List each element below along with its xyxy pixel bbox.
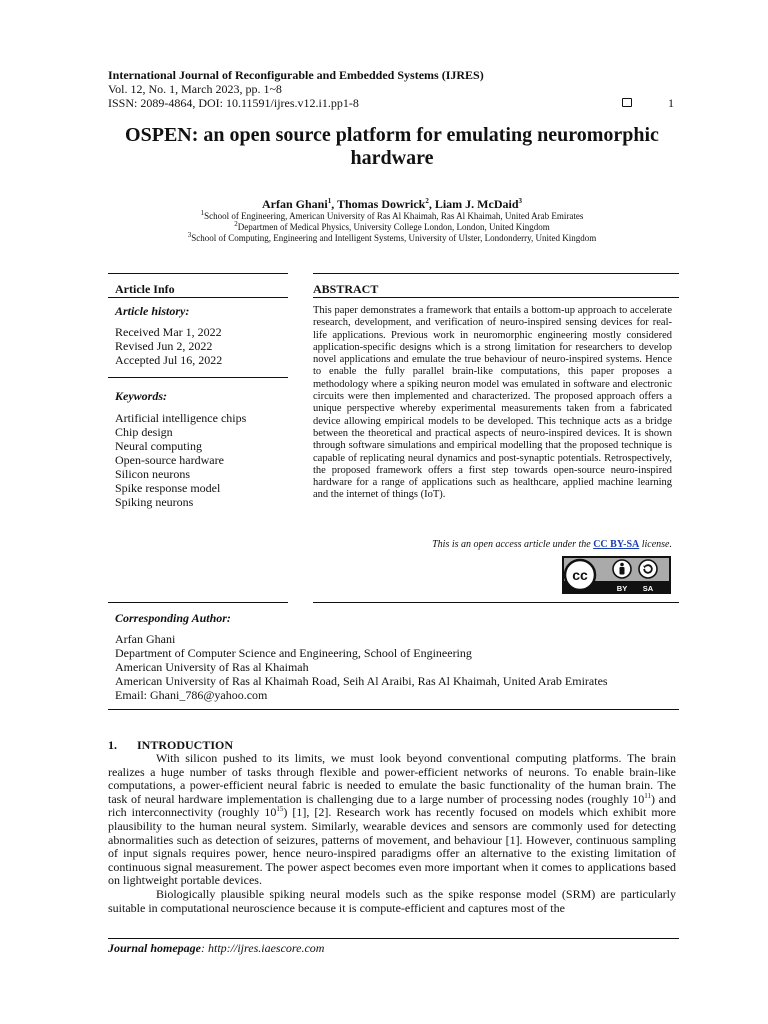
affiliation (108, 233, 676, 244)
homepage-url[interactable]: http://ijres.iaescore.com (208, 941, 325, 955)
affil-marker: 3 (187, 231, 192, 239)
author-list: Arfan Ghani$^1$, Thomas Dowrick$^2$, Liam J. McDaid$^3$ (262, 197, 522, 211)
paragraph-text: ) [1], [2]. Research work has recently focused on models which exhibit more plausibility to the human neural system. Similarly, wearable devices and sensors are commonly used for detecting abnormalities such as detection of seizures, patterns of movement, and behaviour [1]. However, continuous sampling of input signals requires power, hence neuro-inspired paradigms offer an alternative to the existing limitation of continuous signal measurement. The power aspect becomes even more important when it comes to applications based on lightweight portable devices. (108, 805, 676, 888)
article-info-heading: Article Info (115, 282, 175, 296)
keywords-heading: Keywords: (115, 389, 167, 403)
divider (108, 938, 679, 939)
author-name: Thomas Dowrick (336, 197, 426, 211)
homepage-label: Journal homepage (108, 941, 202, 955)
author-affil-marker: 1 (327, 197, 332, 205)
paragraph-text: ) and rich interconnectivity (roughly 10 (108, 791, 676, 820)
badge-sa-label: SA (642, 584, 654, 593)
divider (313, 602, 679, 603)
author-affil-marker: 2 (425, 197, 429, 205)
keyword-item: Spiking neurons (115, 495, 194, 509)
keyword-item: Spike response model (115, 481, 221, 495)
license-suffix: license. (639, 539, 672, 550)
superscript: 11 (644, 791, 652, 800)
affiliation (108, 211, 676, 222)
corresponding-address: American University of Ras al Khaimah Road, Seih Al Araibi, Ras Al Khaimah, United Arab Emirates (115, 674, 608, 688)
section-number: 1. (108, 738, 117, 752)
affil-text: School of Engineering, American University of Ras Al Khaimah, Ras Al Khaimah, United Arab Emirates (204, 211, 584, 221)
abstract-heading: ABSTRACT (313, 282, 379, 296)
history-revised: Revised Jun 2, 2022 (115, 339, 213, 353)
homepage-sep: : (201, 941, 209, 955)
share-alike-icon (639, 560, 657, 578)
author-affil-marker: 3 (518, 197, 522, 205)
corresponding-university: American University of Ras al Khaimah (115, 660, 309, 674)
journal-issn-doi: ISSN: 2089-4864, DOI: 10.11591/ijres.v12.i1.pp1-8 (108, 96, 359, 110)
cc-by-sa-badge[interactable] (562, 556, 671, 594)
cc-logo-text: cc (572, 567, 588, 583)
corresponding-author-heading: Corresponding Author: (115, 611, 231, 625)
divider (108, 273, 288, 274)
corresponding-department: Department of Computer Science and Engineering, School of Engineering (115, 646, 472, 660)
affiliation (108, 222, 676, 233)
abstract-text: This paper demonstrates a framework that entails a bottom-up approach to accelerate research, development, and verification of neuro-inspired sensing devices for real-life applications. Previous work in neuromorphic engineering mostly considered application-specific designs which is a strong limitation for researchers to develop novel applications and emulate the true behaviour of neuro-inspired systems. Hence to enable the fully parallel brain-like computations, this paper proposes a methodology where a spiking neuron model was emulated in software and electronic circuits were then implemented and characterized. The proposed approach offers a unique perspective whereby experimental measurements taken from a fabricated device allowing empirical models to be developed. This technique acts as a bridge between the theoretical and practical aspects of neuro-inspired devices. It is shown through software simulations and empirical modelling that the proposed technique is capable of replicating neural dynamics and post-synaptic potentials. Retrospectively, the proposed framework offers a first step towards open-source neuro-inspired hardware for a range of applications such as healthcare, applied machine learning and the internet of things (IoT). (313, 305, 672, 501)
section-title: INTRODUCTION (137, 738, 234, 752)
keyword-item: Chip design (115, 425, 173, 439)
page-number: 1 (668, 96, 674, 110)
divider (108, 602, 288, 603)
affil-marker: 1 (200, 209, 205, 217)
divider (313, 297, 679, 298)
square-page-icon (622, 98, 632, 107)
cc-by-sa-link[interactable]: CC BY-SA (593, 539, 640, 550)
license-prefix: This is an open access article under the (432, 539, 594, 550)
cc-logo-icon (565, 560, 595, 590)
paragraph (108, 752, 676, 888)
divider (108, 297, 288, 298)
journal-volume: Vol. 12, No. 1, March 2023, pp. 1~8 (108, 82, 282, 96)
paragraph: Biologically plausible spiking neural models such as the spike response model (SRM) are particularly suitable in computational neuroscience because it is compute-efficient and captures most of the (108, 886, 676, 915)
history-accepted: Accepted Jul 16, 2022 (115, 353, 223, 367)
affil-text: School of Computing, Engineering and Intelligent Systems, University of Ulster, Londonderry, United Kingdom (191, 233, 597, 243)
corresponding-name: Arfan Ghani (115, 632, 176, 646)
keyword-item: Open-source hardware (115, 453, 224, 467)
article-history-heading: Article history: (115, 304, 190, 318)
journal-homepage (108, 941, 324, 956)
corresponding-email[interactable]: Email: Ghani_786@yahoo.com (115, 688, 268, 702)
keyword-item: Silicon neurons (115, 467, 190, 481)
affil-text: Departmen of Medical Physics, University College London, London, United Kingdom (237, 222, 550, 232)
keyword-item: Neural computing (115, 439, 202, 453)
attribution-person-icon (613, 560, 631, 578)
history-received: Received Mar 1, 2022 (115, 325, 222, 339)
superscript: 15 (276, 805, 284, 814)
divider (108, 709, 679, 710)
affil-marker: 2 (234, 220, 238, 228)
author-name: Liam J. McDaid (434, 197, 519, 211)
paragraph-text: With silicon pushed to its limits, we must look beyond conventional computing platforms. The brain realizes a huge number of tasks through flexible and power-efficient networks of neurons. To enable brain-like computations, a power-efficient neural fabric is needed to emulate the basic functionality of the human brain. The task of neural hardware implementation is challenging due to a large number of processing nodes (roughly 10 (108, 751, 676, 806)
divider (108, 377, 288, 378)
keyword-item: Artificial intelligence chips (115, 411, 247, 425)
introduction-body (108, 752, 676, 915)
author-name: Arfan Ghani (262, 197, 328, 211)
license-note (313, 539, 672, 550)
journal-name: International Journal of Reconfigurable and Embedded Systems (IJRES) (108, 68, 484, 82)
paper-title: OSPEN: an open source platform for emulating neuromorphic hardware (125, 124, 659, 169)
badge-by-label: BY (616, 584, 628, 593)
divider (313, 273, 679, 274)
